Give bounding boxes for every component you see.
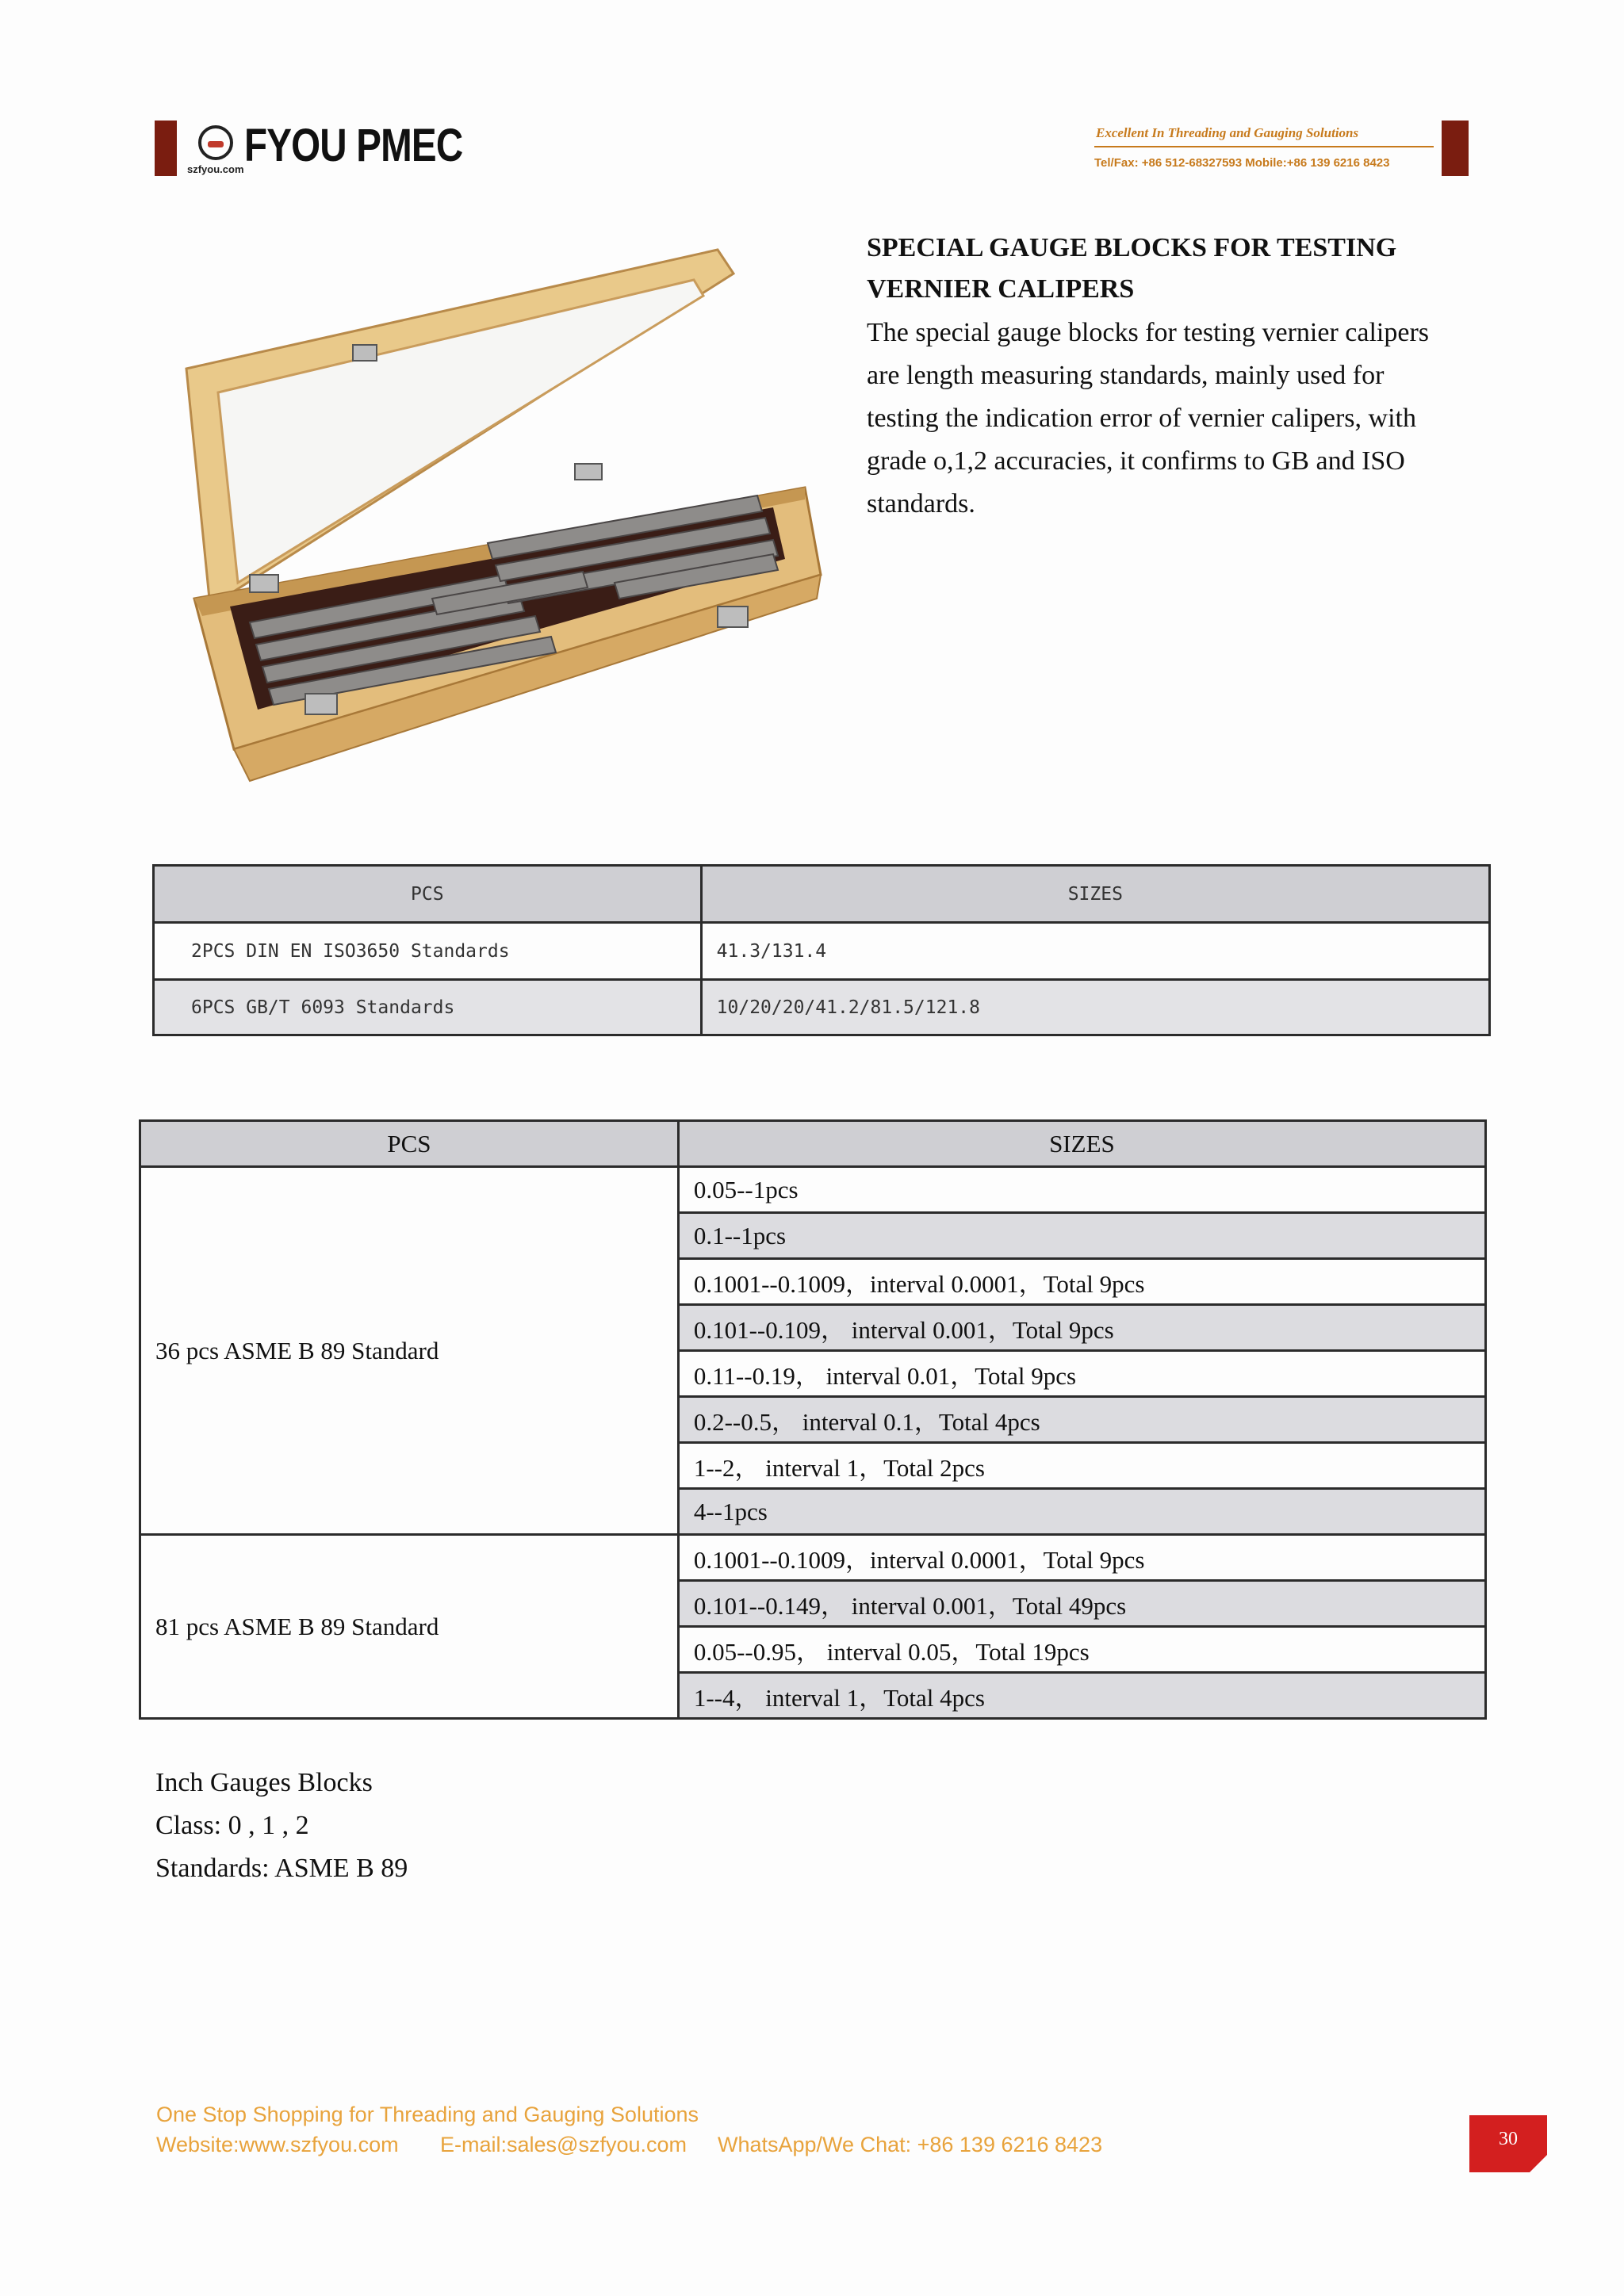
header-divider bbox=[1094, 146, 1434, 147]
cell-size: 0.1--1pcs bbox=[678, 1213, 1485, 1259]
product-description bbox=[867, 312, 1501, 526]
cell-size: 0.101--0.109， interval 0.001，Total 9pcs bbox=[678, 1305, 1485, 1351]
description-line: grade o,1,2 accuracies, it confirms to GB and ISO bbox=[867, 446, 1405, 476]
footer-website: Website:www.szfyou.com bbox=[156, 2133, 399, 2156]
cell-size: 1--2， interval 1，Total 2pcs bbox=[678, 1443, 1485, 1489]
cell-size: 0.05--1pcs bbox=[678, 1167, 1485, 1213]
footer-slogan: One Stop Shopping for Threading and Gauging Solutions bbox=[156, 2103, 699, 2126]
cell-size: 1--4， interval 1，Total 4pcs bbox=[678, 1673, 1485, 1719]
description-line: testing the indication error of vernier calipers, with bbox=[867, 404, 1416, 433]
cell-sizes: 10/20/20/41.2/81.5/121.8 bbox=[701, 980, 1489, 1035]
footer-whatsapp: WhatsApp/We Chat: +86 139 6216 8423 bbox=[718, 2133, 1103, 2156]
brand-site: szfyou.com bbox=[187, 163, 244, 175]
header-tagline: Excellent In Threading and Gauging Solutions bbox=[1096, 125, 1359, 140]
asme-gauge-table bbox=[139, 1119, 1487, 1720]
cell-pcs-group: 36 pcs ASME B 89 Standard bbox=[140, 1167, 679, 1535]
cell-size: 0.2--0.5， interval 0.1，Total 4pcs bbox=[678, 1397, 1485, 1443]
inch-gauge-info bbox=[155, 1762, 408, 1890]
cell-size: 4--1pcs bbox=[678, 1489, 1485, 1535]
product-title-line1: SPECIAL GAUGE BLOCKS FOR TESTING bbox=[867, 233, 1397, 262]
brand-logo-icon bbox=[198, 125, 233, 160]
description-line: are length measuring standards, mainly used for bbox=[867, 361, 1385, 390]
cell-size: 0.101--0.149， interval 0.001，Total 49pcs bbox=[678, 1581, 1485, 1627]
cell-size: 0.11--0.19， interval 0.01，Total 9pcs bbox=[678, 1351, 1485, 1397]
cell-size: 0.1001--0.1009，interval 0.0001，Total 9pcs bbox=[678, 1535, 1485, 1581]
cell-size: 0.05--0.95， interval 0.05，Total 19pcs bbox=[678, 1627, 1485, 1673]
table-row bbox=[154, 923, 1490, 980]
column-header-pcs: PCS bbox=[154, 866, 702, 923]
header-left-bar bbox=[155, 121, 177, 176]
column-header-sizes: SIZES bbox=[701, 866, 1489, 923]
table-row bbox=[154, 980, 1490, 1035]
metric-gauge-table bbox=[152, 864, 1491, 1036]
column-header-sizes: SIZES bbox=[678, 1121, 1485, 1167]
page-number: 30 bbox=[1499, 2129, 1518, 2149]
brand-name: FYOU PMEC bbox=[244, 120, 463, 171]
product-title-line2: VERNIER CALIPERS bbox=[867, 274, 1135, 304]
cell-pcs-group: 81 pcs ASME B 89 Standard bbox=[140, 1535, 679, 1719]
description-line: The special gauge blocks for testing vernier calipers bbox=[867, 318, 1430, 347]
cell-pcs: 6PCS GB/T 6093 Standards bbox=[154, 980, 702, 1035]
header-contact: Tel/Fax: +86 512-68327593 Mobile:+86 139 6216 8423 bbox=[1094, 156, 1390, 170]
page-fold-icon bbox=[1530, 2155, 1547, 2172]
cell-sizes: 41.3/131.4 bbox=[701, 923, 1489, 980]
inch-class: Class: 0 , 1 , 2 bbox=[155, 1811, 309, 1840]
gauge-block-case-image bbox=[170, 226, 860, 805]
column-header-pcs: PCS bbox=[140, 1121, 679, 1167]
inch-standards: Standards: ASME B 89 bbox=[155, 1854, 408, 1883]
cell-pcs: 2PCS DIN EN ISO3650 Standards bbox=[154, 923, 702, 980]
product-title bbox=[867, 228, 1469, 310]
header-right-bar bbox=[1442, 121, 1469, 176]
cell-size: 0.1001--0.1009，interval 0.0001，Total 9pcs bbox=[678, 1259, 1485, 1305]
description-line: standards. bbox=[867, 489, 975, 519]
table-row bbox=[140, 1167, 1486, 1213]
table-header-row bbox=[140, 1121, 1486, 1167]
table-row bbox=[140, 1535, 1486, 1581]
footer-email: E-mail:sales@szfyou.com bbox=[440, 2133, 687, 2156]
latch-icon bbox=[305, 694, 337, 714]
inch-title: Inch Gauges Blocks bbox=[155, 1768, 373, 1797]
table-header-row bbox=[154, 866, 1490, 923]
